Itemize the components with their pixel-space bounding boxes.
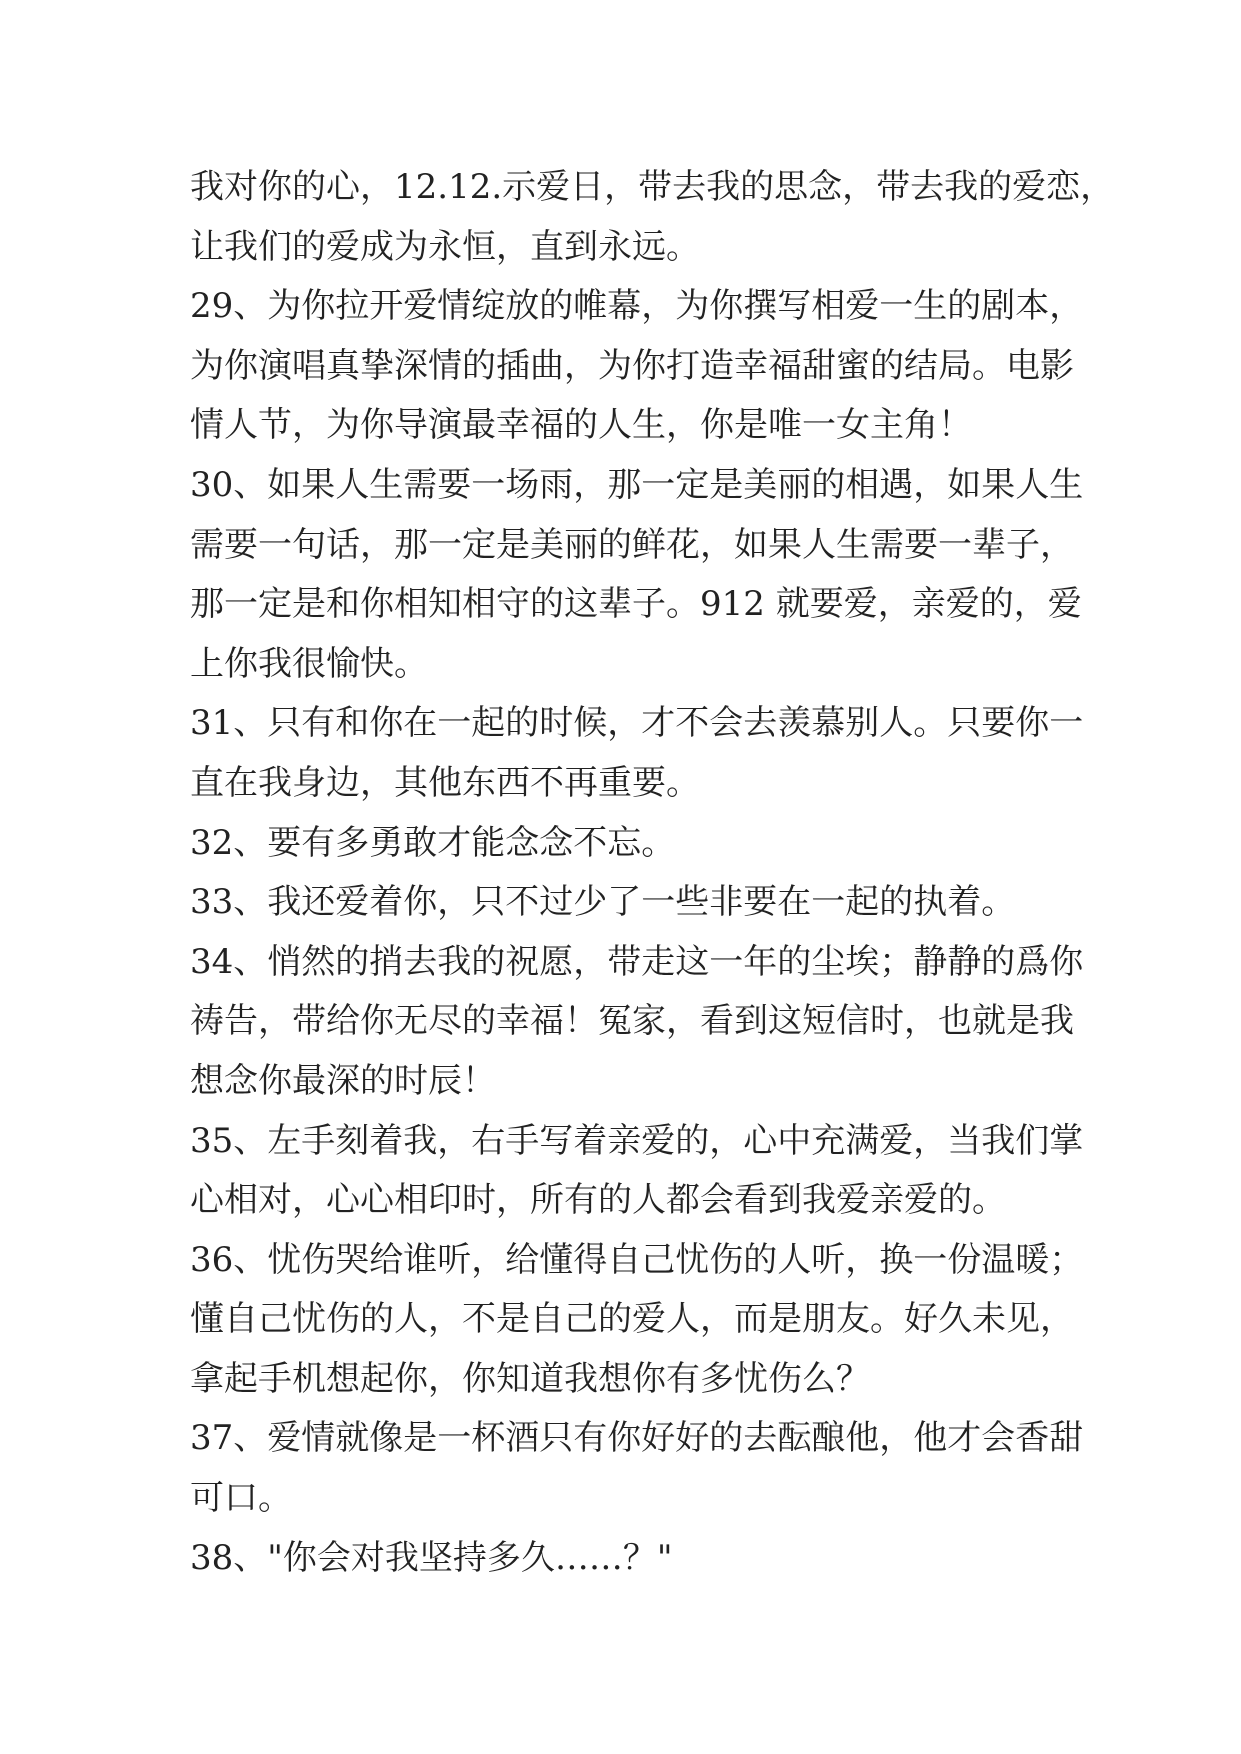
text-line: 心相对，心心相印时，所有的人都会看到我爱亲爱的。: [190, 1180, 1006, 1221]
text-line: 那一定是和你相知相守的这辈子。912 就要爱，亲爱的，爱: [190, 584, 1082, 625]
text-line: 34、悄然的捎去我的祝愿，带走这一年的尘埃；静静的爲你: [190, 941, 1084, 982]
text-line: 拿起手机想起你，你知道我想你有多忧伤么？: [190, 1358, 870, 1399]
text-line: 33、我还爱着你，只不过少了一些非要在一起的执着。: [190, 882, 1016, 923]
text-line: 35、左手刻着我，右手写着亲爱的，心中充满爱，当我们掌: [190, 1120, 1084, 1161]
text-line: 情人节，为你导演最幸福的人生，你是唯一女主角！: [190, 405, 972, 446]
text-line: 30、如果人生需要一场雨，那一定是美丽的相遇，如果人生: [190, 464, 1084, 505]
text-line: 祷告，带给你无尽的幸福！冤家，看到这短信时，也就是我: [190, 1001, 1074, 1042]
text-line: 需要一句话，那一定是美丽的鲜花，如果人生需要一辈子，: [190, 524, 1074, 565]
text-line: 懂自己忧伤的人，不是自己的爱人，而是朋友。好久未见，: [190, 1299, 1074, 1340]
text-line: 为你演唱真挚深情的插曲，为你打造幸福甜蜜的结局。电影: [190, 345, 1074, 386]
text-line: 可口。: [190, 1478, 292, 1519]
text-line: 直在我身边，其他东西不再重要。: [190, 762, 700, 803]
text-line: 上你我很愉快。: [190, 643, 428, 684]
text-line: 让我们的爱成为永恒，直到永远。: [190, 226, 700, 267]
text-line: 32、要有多勇敢才能念念不忘。: [190, 822, 676, 863]
text-line: 31、只有和你在一起的时候，才不会去羡慕别人。只要你一: [190, 703, 1084, 744]
text-line: 38、"你会对我坚持多久……？": [190, 1537, 673, 1578]
text-line: 29、为你拉开爱情绽放的帷幕，为你撰写相爱一生的剧本，: [190, 286, 1084, 327]
text-line: 我对你的心，12.12.示爱日，带去我的思念，带去我的爱恋，: [190, 167, 1115, 207]
text-line: 36、忧伤哭给谁听，给懂得自己忧伤的人听，换一份温暖；: [190, 1239, 1084, 1280]
text-line: 37、爱情就像是一杯酒只有你好好的去酝酿他，他才会香甜: [190, 1418, 1084, 1459]
document-body: [190, 158, 1115, 1588]
text-line: 想念你最深的时辰！: [190, 1060, 496, 1101]
